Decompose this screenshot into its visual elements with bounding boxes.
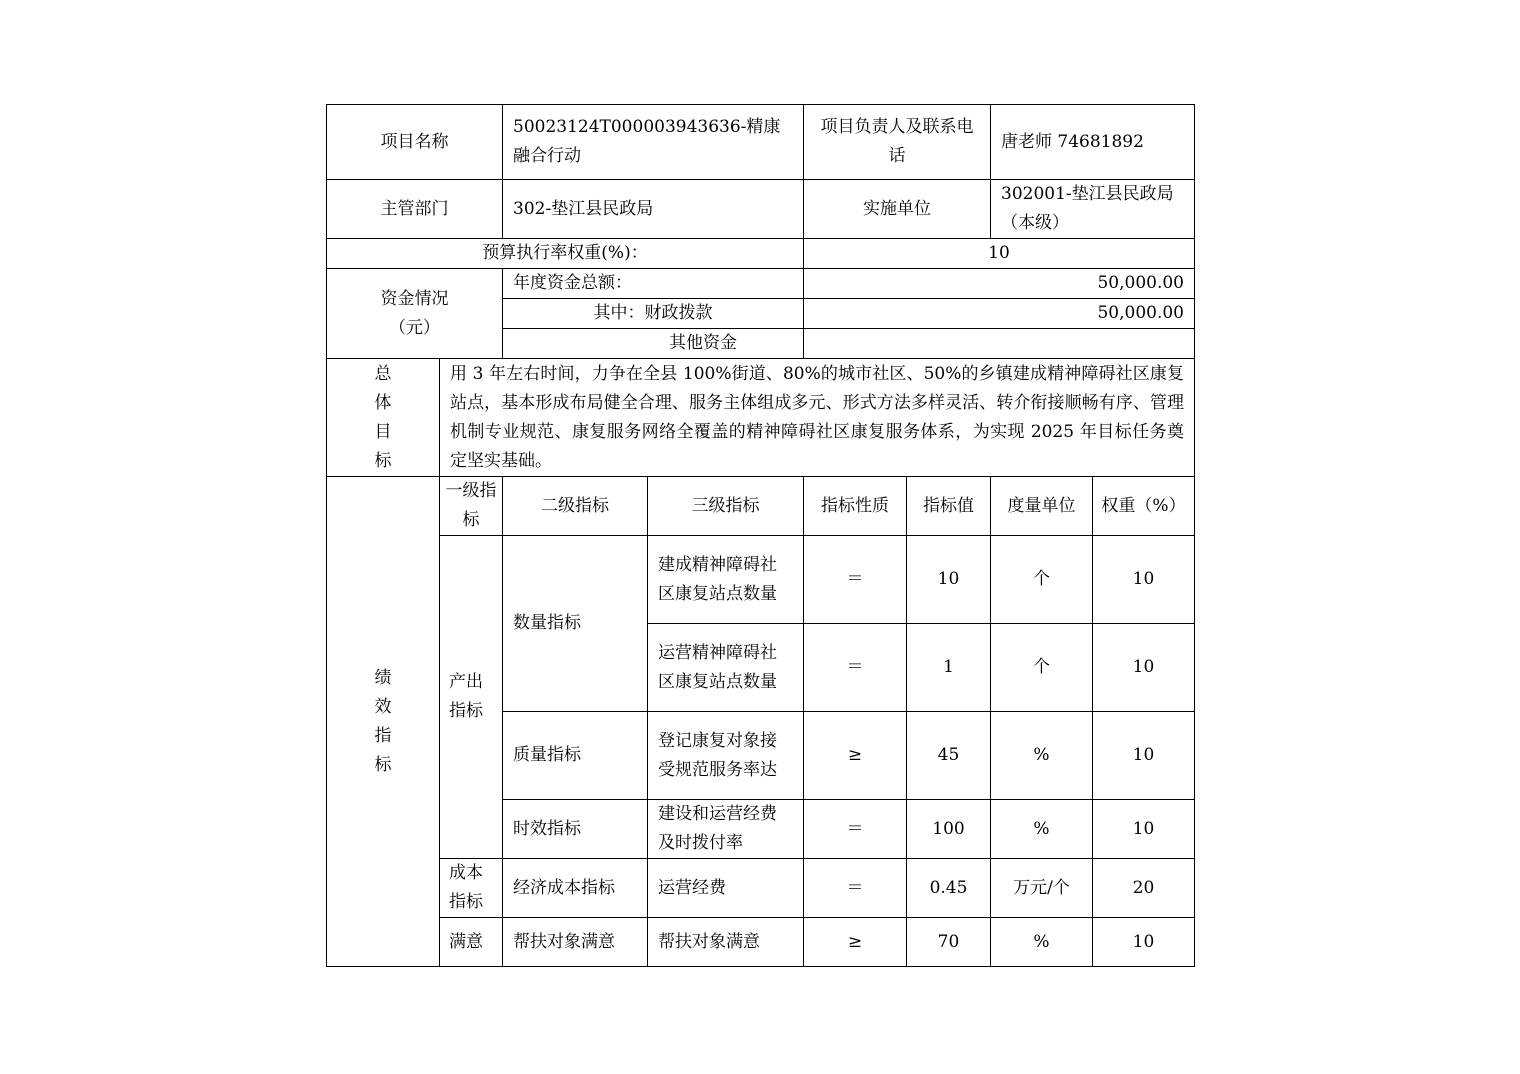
goal-label (327, 359, 440, 477)
nature-cell: ＝ (804, 624, 907, 712)
weight-value: 10 (804, 239, 1195, 269)
unit-cell: % (991, 712, 1093, 800)
unit-cell: 个 (991, 624, 1093, 712)
level3-cell: 建成精神障碍社区康复站点数量 (648, 536, 804, 624)
weight-cell: 10 (1093, 712, 1195, 800)
level3-cell: 运营经费 (648, 859, 804, 918)
level2-economic: 经济成本指标 (503, 859, 648, 918)
header-unit: 度量单位 (991, 477, 1093, 536)
performance-label (327, 477, 440, 967)
funds-other-value (804, 329, 1195, 359)
weight-cell: 10 (1093, 800, 1195, 859)
indicator-row (327, 918, 1195, 967)
goal-label-char: 总 (374, 363, 392, 384)
performance-label-char: 标 (374, 754, 392, 775)
level3-cell: 运营精神障碍社区康复站点数量 (648, 624, 804, 712)
indicator-row (327, 859, 1195, 918)
goal-label-char: 体 (374, 392, 392, 413)
weight-cell: 10 (1093, 918, 1195, 967)
level2-timeliness: 时效指标 (503, 800, 648, 859)
nature-cell: ≥ (804, 918, 907, 967)
level2-quality: 质量指标 (503, 712, 648, 800)
header-value: 指标值 (907, 477, 991, 536)
performance-label-char: 指 (374, 725, 392, 746)
level3-cell: 登记康复对象接受规范服务率达 (648, 712, 804, 800)
value-cell: 1 (907, 624, 991, 712)
value-cell: 10 (907, 536, 991, 624)
dept-label: 主管部门 (327, 180, 503, 239)
funds-total-row (327, 269, 1195, 299)
nature-cell: ≥ (804, 712, 907, 800)
impl-value: 302001-垫江县民政局（本级） (991, 180, 1195, 239)
impl-label: 实施单位 (804, 180, 991, 239)
funds-label-line2: （元） (389, 317, 440, 338)
budget-weight-row (327, 239, 1195, 269)
indicator-row (327, 536, 1195, 624)
header-weight: 权重（%） (1093, 477, 1195, 536)
value-cell: 100 (907, 800, 991, 859)
goal-label-char: 目 (374, 421, 392, 442)
level2-beneficiary: 帮扶对象满意 (503, 918, 648, 967)
funds-label (327, 269, 503, 359)
department-row (327, 180, 1195, 239)
level1-satisfaction: 满意 (440, 918, 503, 967)
level3-cell: 帮扶对象满意 (648, 918, 804, 967)
project-name-value: 50023124T000003943636-精康融合行动 (503, 105, 804, 180)
weight-cell: 20 (1093, 859, 1195, 918)
header-nature: 指标性质 (804, 477, 907, 536)
overall-goal-row (327, 359, 1195, 477)
header-level3: 三级指标 (648, 477, 804, 536)
level1-output: 产出指标 (440, 536, 503, 859)
header-level2: 二级指标 (503, 477, 648, 536)
header-level1: 一级指标 (440, 477, 503, 536)
nature-cell: ＝ (804, 859, 907, 918)
indicator-header-row (327, 477, 1195, 536)
weight-cell: 10 (1093, 624, 1195, 712)
funds-total-value: 50,000.00 (804, 269, 1195, 299)
unit-cell: % (991, 800, 1093, 859)
value-cell: 70 (907, 918, 991, 967)
level1-cost: 成本指标 (440, 859, 503, 918)
value-cell: 0.45 (907, 859, 991, 918)
funds-other-label: 其他资金 (503, 329, 804, 359)
unit-cell: 万元/个 (991, 859, 1093, 918)
level3-cell: 建设和运营经费及时拨付率 (648, 800, 804, 859)
performance-label-char: 效 (374, 696, 392, 717)
goal-text: 用 3 年左右时间，力争在全县 100%街道、80%的城市社区、50%的乡镇建成精神障碍社区康复站点，基本形成布局健全合理、服务主体组成多元、形式方法多样灵活、转介衔接顺畅有序、管理机制专业规范、康复服务网络全覆盖的精神障碍社区康复服务体系，为实现 2025 年目标任务奠定坚实基础。 (440, 359, 1195, 477)
nature-cell: ＝ (804, 536, 907, 624)
level2-quantity: 数量指标 (503, 536, 648, 712)
funds-fiscal-value: 50,000.00 (804, 299, 1195, 329)
performance-target-table (326, 104, 1195, 967)
weight-cell: 10 (1093, 536, 1195, 624)
nature-cell: ＝ (804, 800, 907, 859)
contact-value: 唐老师 74681892 (991, 105, 1195, 180)
project-name-label: 项目名称 (327, 105, 503, 180)
project-name-row (327, 105, 1195, 180)
value-cell: 45 (907, 712, 991, 800)
weight-label: 预算执行率权重(%)： (327, 239, 804, 269)
goal-label-char: 标 (374, 450, 392, 471)
dept-value: 302-垫江县民政局 (503, 180, 804, 239)
unit-cell: % (991, 918, 1093, 967)
funds-fiscal-label: 其中：财政拨款 (503, 299, 804, 329)
contact-label: 项目负责人及联系电话 (804, 105, 991, 180)
performance-label-char: 绩 (374, 667, 392, 688)
unit-cell: 个 (991, 536, 1093, 624)
funds-label-line1: 资金情况 (380, 288, 449, 309)
funds-total-label: 年度资金总额： (503, 269, 804, 299)
